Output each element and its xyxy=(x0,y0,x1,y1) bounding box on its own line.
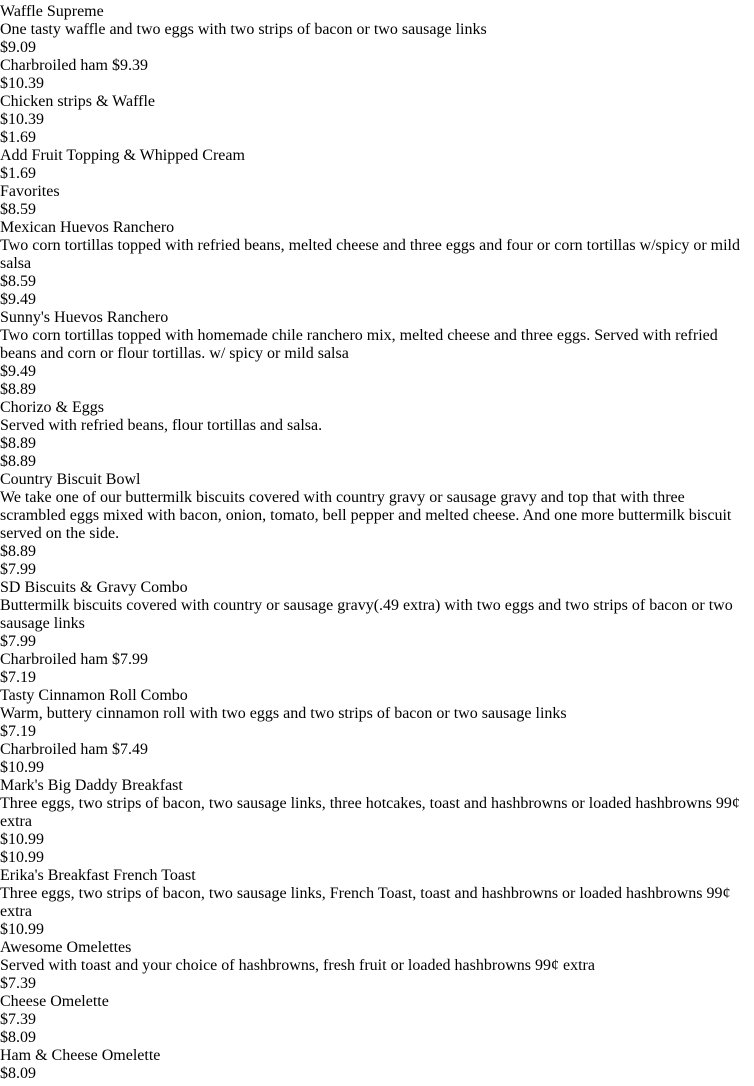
item-title: Mark's Big Daddy Breakfast xyxy=(0,777,183,794)
item-price: $10.39 xyxy=(0,111,44,128)
item-price: $8.89 xyxy=(0,453,36,470)
item-title: Erika's Breakfast French Toast xyxy=(0,867,196,884)
item-price: $1.69 xyxy=(0,165,36,182)
item-price: $1.69 xyxy=(0,129,36,146)
item-description: Two corn tortillas topped with homemade chile ranchero mix, melted cheese and three eggs. Served with refried beans and corn or flour tortillas. w/ spicy or mild salsa xyxy=(0,327,718,362)
item-title: Add Fruit Topping & Whipped Cream xyxy=(0,147,245,164)
item-title: Sunny's Huevos Ranchero xyxy=(0,309,169,326)
item-price: $10.99 xyxy=(0,759,44,776)
item-title: Waffle Supreme xyxy=(0,3,104,20)
item-description: We take one of our buttermilk biscuits covered with country gravy or sausage gravy and top that with three scrambled eggs mixed with bacon, onion, tomato, bell pepper and melted cheese. And one more buttermilk biscuit served on the side. xyxy=(0,489,732,542)
item-title: Cheese Omelette xyxy=(0,993,109,1010)
item-price: $7.39 xyxy=(0,975,36,992)
item-price: $9.09 xyxy=(0,39,36,56)
item-description: One tasty waffle and two eggs with two strips of bacon or two sausage links xyxy=(0,21,487,38)
item-price: $7.39 xyxy=(0,1011,36,1028)
item-description: Two corn tortillas topped with refried beans, melted cheese and three eggs and four or corn tortillas w/spicy or mild salsa xyxy=(0,237,740,272)
item-description: Buttermilk biscuits covered with country or sausage gravy(.49 extra) with two eggs and two strips of bacon or two sausage links xyxy=(0,597,733,632)
item-title: SD Biscuits & Gravy Combo xyxy=(0,579,188,596)
item-price: $7.19 xyxy=(0,723,36,740)
item-title: Chicken strips & Waffle xyxy=(0,93,155,110)
item-description: Three eggs, two strips of bacon, two sausage links, three hotcakes, toast and hashbrowns or loaded hashbrowns 99¢ extra xyxy=(0,795,740,830)
item-price: $8.09 xyxy=(0,1029,36,1046)
item-price: $7.99 xyxy=(0,561,36,578)
section-heading: Awesome Omelettes xyxy=(0,939,132,956)
item-price: $10.39 xyxy=(0,75,44,92)
item-price: $10.99 xyxy=(0,831,44,848)
item-description: Served with refried beans, flour tortillas and salsa. xyxy=(0,417,323,434)
item-title: Chorizo & Eggs xyxy=(0,399,104,416)
item-title: Mexican Huevos Ranchero xyxy=(0,219,175,236)
item-title: Ham & Cheese Omelette xyxy=(0,1047,161,1064)
item-description: Three eggs, two strips of bacon, two sausage links, French Toast, toast and hashbrowns or loaded hashbrowns 99¢ extra xyxy=(0,885,731,920)
item-price: $9.49 xyxy=(0,363,36,380)
item-price: $7.19 xyxy=(0,669,36,686)
item-option: Charbroiled ham $9.39 xyxy=(0,57,148,74)
item-option: Charbroiled ham $7.99 xyxy=(0,651,148,668)
item-price: $8.89 xyxy=(0,543,36,560)
item-title: Tasty Cinnamon Roll Combo xyxy=(0,687,188,704)
item-description: Warm, buttery cinnamon roll with two eggs and two strips of bacon or two sausage links xyxy=(0,705,567,722)
item-price: $10.99 xyxy=(0,921,44,938)
item-price: $8.59 xyxy=(0,273,36,290)
item-price: $8.59 xyxy=(0,201,36,218)
item-price: $9.49 xyxy=(0,291,36,308)
item-title: Country Biscuit Bowl xyxy=(0,471,141,488)
item-price: $10.99 xyxy=(0,849,44,866)
item-option: Charbroiled ham $7.49 xyxy=(0,741,148,758)
item-price: $8.09 xyxy=(0,1065,36,1082)
section-description: Served with toast and your choice of hashbrowns, fresh fruit or loaded hashbrowns 99¢ extra xyxy=(0,957,595,974)
item-price: $7.99 xyxy=(0,633,36,650)
section-heading: Favorites xyxy=(0,183,60,200)
item-price: $8.89 xyxy=(0,435,36,452)
item-price: $8.89 xyxy=(0,381,36,398)
